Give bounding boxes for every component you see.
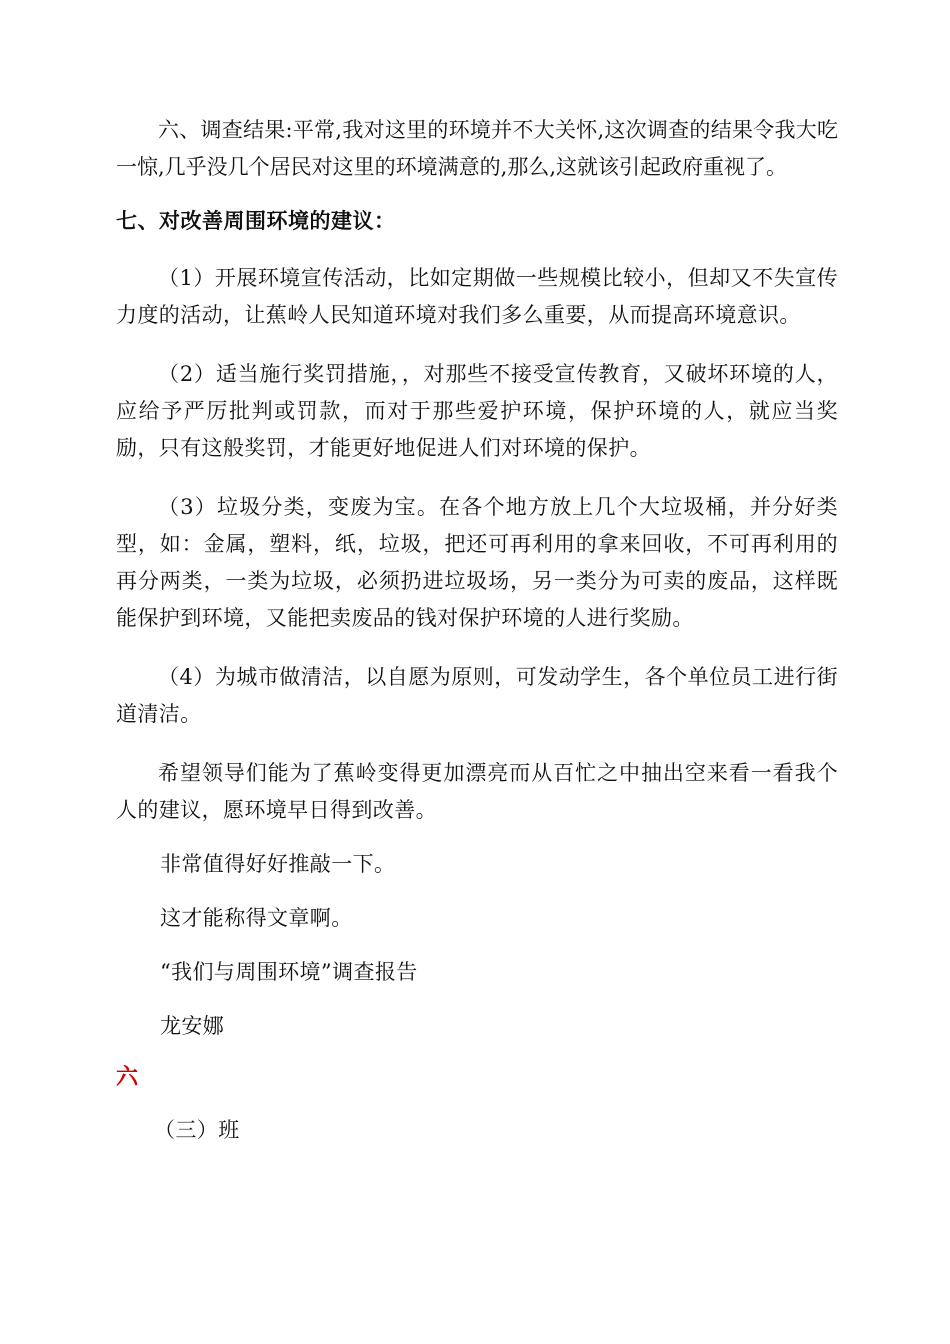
suggestion-4-paragraph: （4）为城市做清洁，以自愿为原则，可发动学生，各个单位员工进行街道清洁。	[116, 665, 838, 726]
suggestion-1-paragraph: （1）开展环境宣传活动，比如定期做一些规模比较小，但却又不失宣传力度的活动，让蕉岭人民知道环境对我们多么重要，从而提高环境意识。	[116, 266, 838, 327]
class-label: （三）班	[154, 1118, 240, 1142]
suggestion-2-paragraph: （2）适当施行奖罚措施，，对那些不接受宣传教育，又破坏环境的人，应给予严厉批判或罚款，而对于那些爱护环境，保护环境的人，就应当奖励，只有这般奖罚，才能更好地促进人们对环境的保护。	[116, 362, 838, 460]
comment-line-2: 这才能称得文章啊。	[160, 906, 353, 930]
document-page	[116, 112, 838, 1145]
hope-paragraph: 希望领导们能为了蕉岭变得更加漂亮而从百忙之中抽出空来看一看我个人的建议，愿环境早日得到改善。	[116, 761, 838, 822]
section-six-result-paragraph: 六、调查结果:平常,我对这里的环境并不大关怀,这次调查的结果令我大吃一惊,几乎没几个居民对这里的环境满意的,那么,这就该引起政府重视了。	[116, 118, 838, 179]
red-heading-six: 六	[116, 1065, 139, 1090]
author-name: 龙安娜	[160, 1014, 225, 1038]
comment-line-1: 非常值得好好推敲一下。	[160, 852, 396, 876]
section-seven-heading: 七、对改善周围环境的建议：	[116, 209, 396, 233]
suggestion-3-paragraph: （3）垃圾分类，变废为宝。在各个地方放上几个大垃圾桶，并分好类型，如：金属，塑料，纸，垃圾，把还可再利用的拿来回收，不可再利用的再分两类，一类为垃圾，必须扔进垃圾场，另一类分为可卖的废品，这样既能保护到环境，又能把卖废品的钱对保护环境的人进行奖励。	[116, 495, 838, 630]
report-title-line: “我们与周围环境”调查报告	[160, 960, 418, 984]
